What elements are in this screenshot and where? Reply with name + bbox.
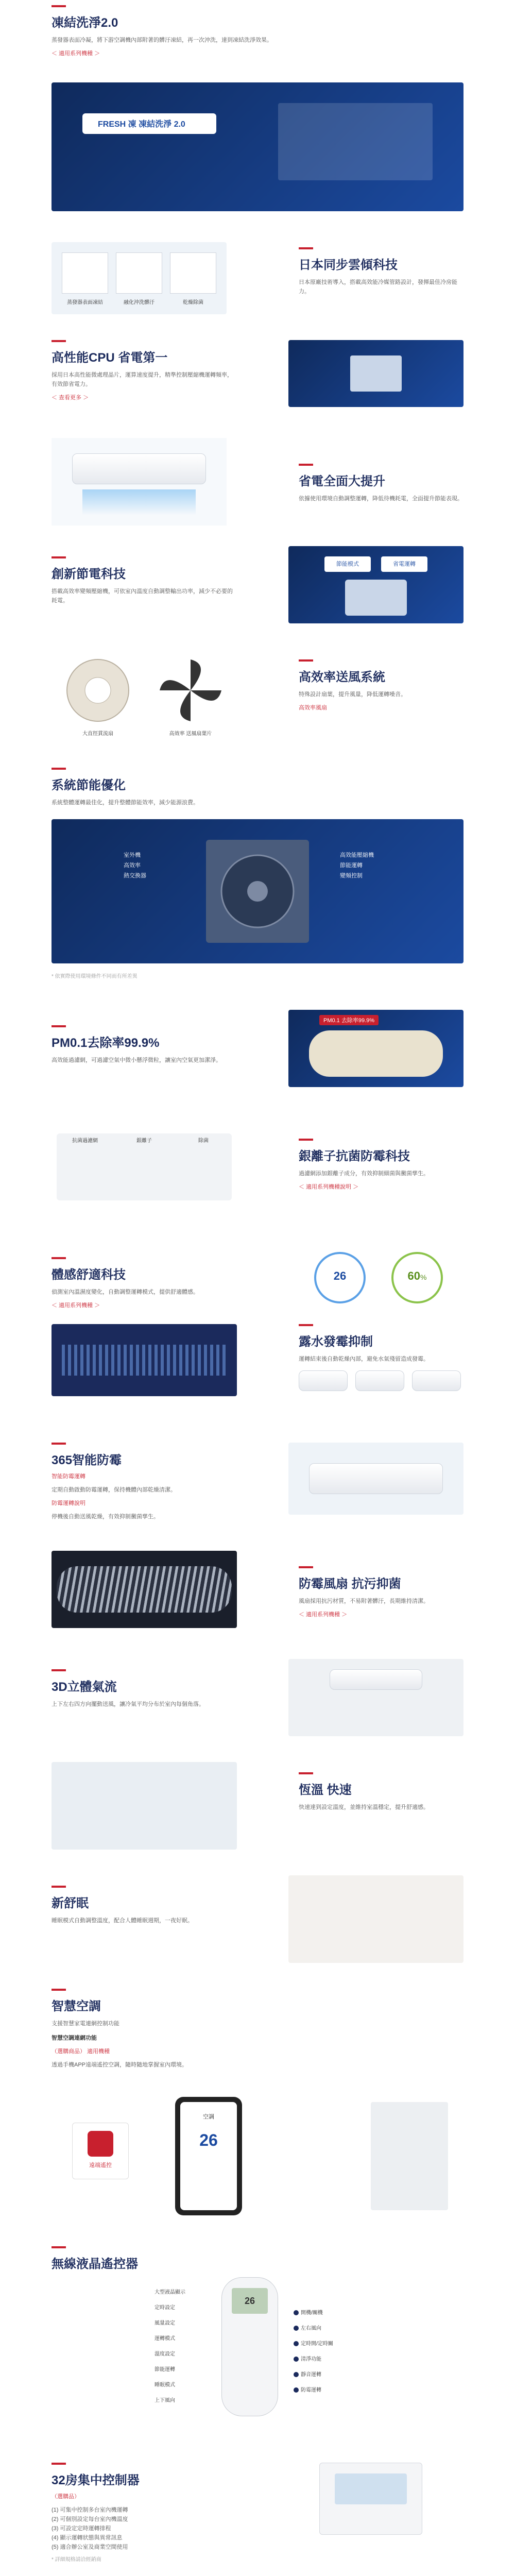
section-text: 採用日本高性能微處理晶片，運算速度提升，精準控制壓縮機運轉頻率，有效節省電力。 bbox=[52, 372, 233, 387]
fan-rotor-image bbox=[52, 1551, 237, 1628]
section-title: 恆溫 快速 bbox=[299, 1783, 352, 1797]
sub-heading: 高效率風扇 bbox=[299, 705, 327, 711]
section-system-opt bbox=[0, 768, 515, 979]
remote-label: 睡眠模式 bbox=[154, 2382, 175, 2388]
remote-label: 清淨功能 bbox=[294, 2354, 321, 2362]
app-screen-title: 空調 bbox=[203, 2114, 214, 2120]
model-link[interactable]: ＜ 適用系列機種 ＞ bbox=[52, 50, 100, 57]
section-freeze-wash bbox=[0, 5, 515, 129]
section-text: 日本原廠技術導入，搭載高效能冷媒管路設計，發揮最佳冷房能力。 bbox=[299, 279, 457, 295]
model-link[interactable]: ＜ 適用系列機種 ＞ bbox=[52, 1302, 100, 1309]
section-title: 365智能防霉 bbox=[52, 1453, 122, 1467]
remote-lcd: 26 bbox=[232, 2288, 268, 2314]
footnote: * 詳細規格請洽經銷商 bbox=[52, 2557, 101, 2563]
section-text: 依據使用環境自動調整運轉，降低待機耗電，全面提升節能表現。 bbox=[299, 496, 463, 502]
diagram-label: 銀離子 bbox=[136, 1138, 152, 1144]
section-title: 省電全面大提升 bbox=[299, 474, 385, 488]
remote-label: 節能運轉 bbox=[154, 2367, 175, 2372]
diagram-label: 變頻控制 bbox=[340, 873, 363, 879]
freeze-wash-banner bbox=[52, 82, 464, 211]
section-text: 停機後自動送風乾燥，有效抑制黴菌孳生。 bbox=[52, 1514, 159, 1520]
app-icon bbox=[88, 2131, 113, 2157]
diagram-label: 蒸發器表面凍結 bbox=[67, 300, 103, 306]
control-panel-image bbox=[288, 546, 464, 623]
fan-blade-image bbox=[154, 654, 227, 726]
remote-label: 風量設定 bbox=[154, 2320, 175, 2326]
section-remote bbox=[0, 2246, 515, 2403]
system-diagram bbox=[52, 819, 464, 963]
room-image bbox=[288, 1659, 464, 1736]
badge: 省電運轉 bbox=[381, 556, 427, 572]
section-title: 銀離子抗菌防霉科技 bbox=[299, 1149, 410, 1163]
evaporator-coil-image bbox=[52, 1324, 237, 1396]
fan-caption: 大直徑貫流扇 bbox=[82, 731, 113, 737]
footnote: * 依實際使用環境條件不同而有所差異 bbox=[52, 974, 138, 979]
more-link[interactable]: ＜ 查看更多 ＞ bbox=[52, 395, 89, 401]
section-title: 32房集中控制器 bbox=[52, 2473, 140, 2487]
remote-label: 運轉模式 bbox=[154, 2336, 175, 2342]
wall-controller-image bbox=[371, 2102, 448, 2210]
diagram-label: 高效能壓縮機 bbox=[340, 852, 374, 858]
section-text: 睡眠模式自動調整溫度，配合人體睡眠週期，一夜好眠。 bbox=[52, 1918, 193, 1924]
section-title: 體感舒適科技 bbox=[52, 1268, 126, 1282]
optional-note: （選購商品） 適用機種 bbox=[52, 2048, 110, 2055]
section-text: 搭載高效率變頻壓縮機，可依室內溫度自動調整輸出功率，減少不必要的耗電。 bbox=[52, 588, 233, 604]
fan-images bbox=[52, 649, 237, 742]
remote-label: 左右風向 bbox=[294, 2324, 321, 2331]
family-photo bbox=[52, 1762, 237, 1850]
ac-unit-thumbnails bbox=[299, 1365, 464, 1401]
diagram-label: 熱交換器 bbox=[124, 873, 146, 879]
filter-image bbox=[288, 1010, 464, 1087]
cross-flow-fan-image bbox=[62, 654, 134, 726]
remote-diagram bbox=[52, 2277, 464, 2421]
list-item: (4) 顯示運轉狀態與異常訊息 bbox=[52, 2535, 123, 2541]
model-link[interactable]: ＜ 適用系列機種說明 ＞ bbox=[299, 1184, 359, 1190]
section-text: 偵測室內溫濕度變化，自動調整運轉模式，提供舒適體感。 bbox=[52, 1289, 199, 1295]
ac-cooling-image bbox=[52, 438, 227, 526]
sub-heading: 智慧空調連網功能 bbox=[52, 2035, 97, 2041]
baby-sleep-photo bbox=[288, 1875, 464, 1963]
section-text: 運轉結束後自動乾燥內部，避免水氣殘留造成發霉。 bbox=[299, 1356, 429, 1362]
diagram-label: 融化沖洗髒汙 bbox=[124, 300, 154, 306]
section-title: 無線液晶遙控器 bbox=[52, 2257, 138, 2271]
section-text: 快速達到設定溫度，並維持室溫穩定，提升舒適感。 bbox=[299, 1804, 429, 1810]
section-title: 3D立體氣流 bbox=[52, 1680, 117, 1694]
section-title: 防霉風扇 抗污抑菌 bbox=[299, 1577, 401, 1591]
model-link[interactable]: ＜ 適用系列機種 ＞ bbox=[299, 1612, 348, 1618]
section-title: 高性能CPU 省電第一 bbox=[52, 351, 168, 365]
section-tag bbox=[52, 5, 66, 7]
controller-image bbox=[319, 2463, 422, 2535]
remote-label: 靜音運轉 bbox=[294, 2370, 321, 2378]
section-title: 系統節能優化 bbox=[52, 778, 126, 792]
section-text: 上下左右四方向擺動送風，讓冷氣平均分布於室內每個角落。 bbox=[52, 1701, 204, 1707]
section-text: 透過手機APP遠端遙控空調，隨時隨地掌握室內環境。 bbox=[52, 2062, 188, 2068]
humidity-value: 60 bbox=[407, 1269, 421, 1282]
phone-image bbox=[175, 2097, 242, 2215]
section-smart bbox=[0, 1989, 515, 2168]
diagram-label: 節能運轉 bbox=[340, 862, 363, 869]
optional-note: （選購品） bbox=[52, 2494, 80, 2500]
remote-image bbox=[221, 2277, 278, 2416]
list-item: (3) 可設定定時運轉排程 bbox=[52, 2526, 111, 2532]
remote-label: 溫度設定 bbox=[154, 2351, 175, 2357]
section-text: 特殊設計扇葉，提升風量，降低運轉噪音。 bbox=[299, 691, 406, 698]
diagram-label: 除菌 bbox=[198, 1138, 209, 1144]
section-title: 智慧空調 bbox=[52, 1999, 101, 2013]
list-item: (5) 適合辦公室及商業空間使用 bbox=[52, 2544, 128, 2550]
sub-heading: 智能防霉運轉 bbox=[52, 1473, 85, 1480]
badge: 節能模式 bbox=[324, 556, 371, 572]
remote-label: 定時開/定時關 bbox=[294, 2339, 333, 2347]
section-title: 創新節電科技 bbox=[52, 567, 126, 581]
app-temp: 26 bbox=[199, 2131, 218, 2149]
section-title: 凍結洗淨2.0 bbox=[52, 16, 118, 30]
banner-text: FRESH 凍 凍結洗淨 2.0 bbox=[98, 120, 185, 129]
section-title: 日本同步雲傾科技 bbox=[299, 258, 398, 272]
humidity-unit: % bbox=[420, 1273, 427, 1281]
outdoor-unit-image bbox=[206, 840, 309, 943]
process-diagram bbox=[52, 242, 227, 314]
sub-heading: 防霉運轉說明 bbox=[52, 1500, 85, 1506]
cpu-chip-image bbox=[288, 340, 464, 407]
smart-app-visual bbox=[52, 2092, 464, 2221]
pm-chip: PM0.1 去除率99.9% bbox=[319, 1015, 379, 1025]
remote-label: 定時設定 bbox=[154, 2305, 175, 2311]
mold-diagram-image bbox=[288, 1443, 464, 1515]
remote-label: 開機/關機 bbox=[294, 2308, 323, 2316]
section-title: 新舒眠 bbox=[52, 1896, 89, 1910]
remote-label: 上下風向 bbox=[154, 2398, 175, 2403]
section-text: 系統整體運轉最佳化，提升整體節能效率，減少能源浪費。 bbox=[52, 800, 199, 806]
list-item: (1) 可集中控制多台室內機運轉 bbox=[52, 2507, 128, 2513]
section-text: 風扇採用抗污材質，不易附著髒汙，長期維持清潔。 bbox=[299, 1598, 429, 1604]
list-item: (2) 可個別設定每台室內機溫度 bbox=[52, 2516, 128, 2522]
remote-label: 大型液晶顯示 bbox=[154, 2290, 185, 2295]
diagram-label: 室外機 bbox=[124, 852, 141, 858]
section-text: 高效能過濾網，可過濾空氣中微小懸浮微粒，讓室內空氣更加潔淨。 bbox=[52, 1057, 221, 1063]
section-text: 蒸發器表面冷凝，將下游空調機內部附著的髒汙凍結，再一次沖洗，達到凍結洗淨效果。 bbox=[52, 37, 272, 43]
section-title: 露水發霉抑制 bbox=[299, 1335, 373, 1349]
temp-value: 26 bbox=[333, 1269, 347, 1282]
evaporator-image bbox=[278, 103, 433, 180]
diagram-label: 高效率 bbox=[124, 862, 141, 869]
section-text: 定期自動啟動防霉運轉，保持機體內部乾燥清潔。 bbox=[52, 1487, 176, 1493]
remote-label: 防霉運轉 bbox=[294, 2385, 321, 2393]
remote-badge: 遠端遙控 bbox=[72, 2123, 129, 2179]
diagram-label: 乾燥除菌 bbox=[183, 300, 203, 306]
section-text: 支援智慧家電連網控制功能 bbox=[52, 2021, 119, 2027]
section-text: 過濾網添加銀離子成分，有效抑制細菌與黴菌孳生。 bbox=[299, 1171, 429, 1177]
filter-diagram bbox=[52, 1123, 237, 1216]
fan-caption: 高效率 送風扇葉片 bbox=[169, 731, 212, 737]
section-title: 高效率送風系統 bbox=[299, 670, 385, 684]
diagram-label: 抗菌過濾網 bbox=[72, 1138, 98, 1144]
temp-humidity-icons bbox=[294, 1247, 464, 1314]
section-title: PM0.1去除率99.9% bbox=[52, 1036, 160, 1050]
